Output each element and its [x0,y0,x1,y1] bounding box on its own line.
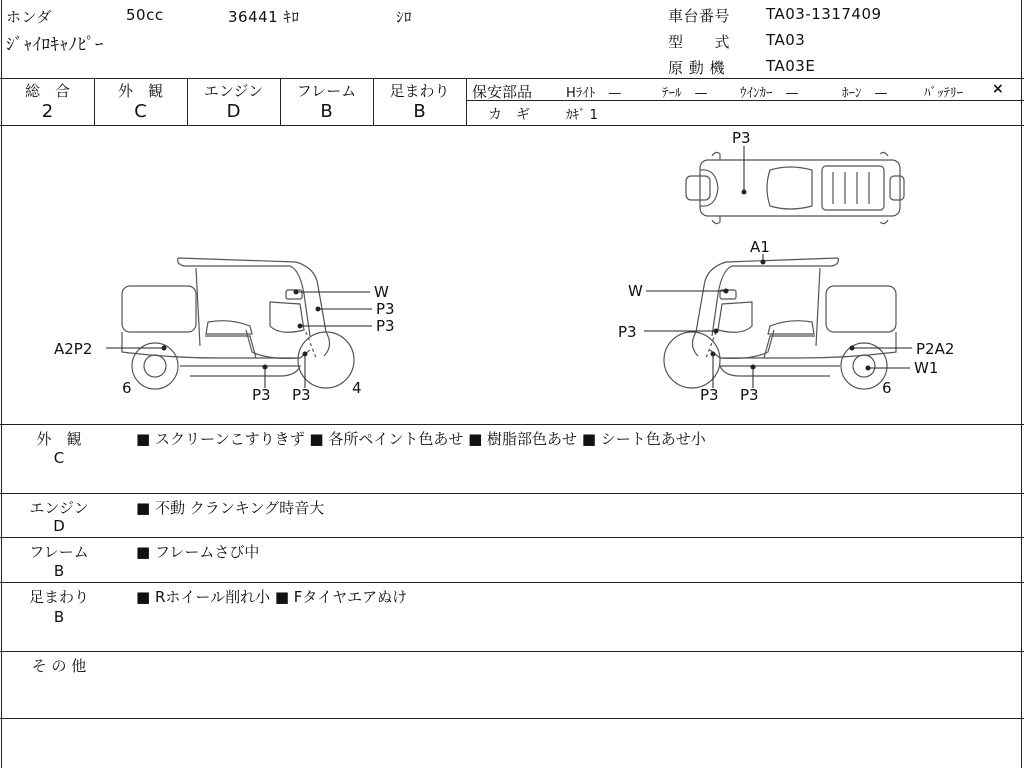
grade-label-overall: 総 合 [24,82,70,100]
diag-left-4: 4 [352,379,362,397]
diag-left-p3b: P3 [376,317,395,335]
safety-battery-mark: × [992,81,1004,97]
mileage: 36441 ｷﾛ [228,8,300,26]
grade-value-exterior: C [134,101,147,122]
section-border [0,718,1024,719]
diag-right-p3c: P3 [740,386,759,404]
section-grade-frame: B [53,562,65,580]
safety-winker: ｳｲﾝｶｰ — [740,86,799,101]
frame-no-label: 車台番号 [668,7,731,25]
section-border [0,537,1024,538]
diag-right-p2a2: P2A2 [916,340,955,358]
diag-right-6: 6 [882,379,892,397]
diag-right-w: W [628,282,643,300]
section-label-engine: エンジン [29,499,89,517]
grade-value-overall: 2 [41,101,54,122]
diag-left-p3d: P3 [292,386,311,404]
safety-battery: ﾊﾞｯﾃﾘｰ [924,86,963,101]
section-grade-engine: D [53,517,65,535]
grade-value-frame: B [320,101,333,122]
grade-label-exterior: 外 観 [117,82,163,100]
scooter-right-side-view [664,258,896,389]
section-border [0,651,1024,652]
safety-label: 保安部品 [472,83,533,101]
section-text-suspension: ■ Rホイール削れ小 ■ Fタイヤエアぬけ [136,588,408,606]
model-name: ｼﾞｬｲﾛｷｬﾉﾋﾟｰ [6,35,104,55]
engine-label: 原 動 機 [668,59,726,77]
section-text-exterior: ■ スクリーンこすりきず ■ 各所ペイント色あせ ■ 樹脂部色あせ ■ シート色あせ小 [136,430,706,448]
diag-left-p3c: P3 [252,386,271,404]
section-label-frame: フレーム [29,543,89,561]
color: ｼﾛ [396,8,413,26]
diag-right-w1: W1 [914,359,939,377]
key-value: ｶｷﾞ 1 [566,108,598,123]
grade-value-suspension: B [413,101,426,122]
grade-row-top-border [0,78,1024,79]
section-label-suspension: 足まわり [28,588,89,606]
type-label: 型 式 [668,33,731,51]
safety-horn: ﾎｰﾝ — [842,86,888,101]
section-text-engine: ■ 不動 クランキング時音大 [136,499,325,517]
safety-headlight: Hﾗｲﾄ — [566,86,622,101]
grade-divider [466,78,467,125]
engine-value: TA03E [766,57,816,75]
section-border [0,424,1024,425]
damage-diagram [0,126,1024,424]
section-grade-exterior: C [53,449,65,467]
diag-left-w: W [374,283,389,301]
maker: ホンダ [6,8,52,26]
frame-no: TA03-1317409 [766,5,882,23]
section-border [0,493,1024,494]
diag-top-p3: P3 [732,129,751,147]
diag-left-6: 6 [122,379,132,397]
key-label: カ ギ [488,107,530,123]
grade-value-engine: D [226,101,241,122]
diag-left-a2p2: A2P2 [54,340,93,358]
section-grade-suspension: B [53,608,65,626]
grade-label-engine: エンジン [203,82,264,100]
grade-label-suspension: 足まわり [389,82,450,100]
section-border [0,582,1024,583]
scooter-top-view [686,152,904,223]
section-label-other: そ の 他 [31,657,87,675]
diag-right-p3b: P3 [700,386,719,404]
diag-right-p3a: P3 [618,323,637,341]
safety-tail: ﾃｰﾙ — [662,86,708,101]
displacement: 50cc [126,6,164,24]
diag-right-a1: A1 [750,238,770,256]
grade-label-frame: フレーム [296,82,357,100]
type-value: TA03 [766,31,806,49]
diag-left-p3a: P3 [376,300,395,318]
scooter-left-side-view [122,258,354,389]
section-text-frame: ■ フレームさび中 [136,543,260,561]
section-label-exterior: 外 観 [36,430,82,448]
